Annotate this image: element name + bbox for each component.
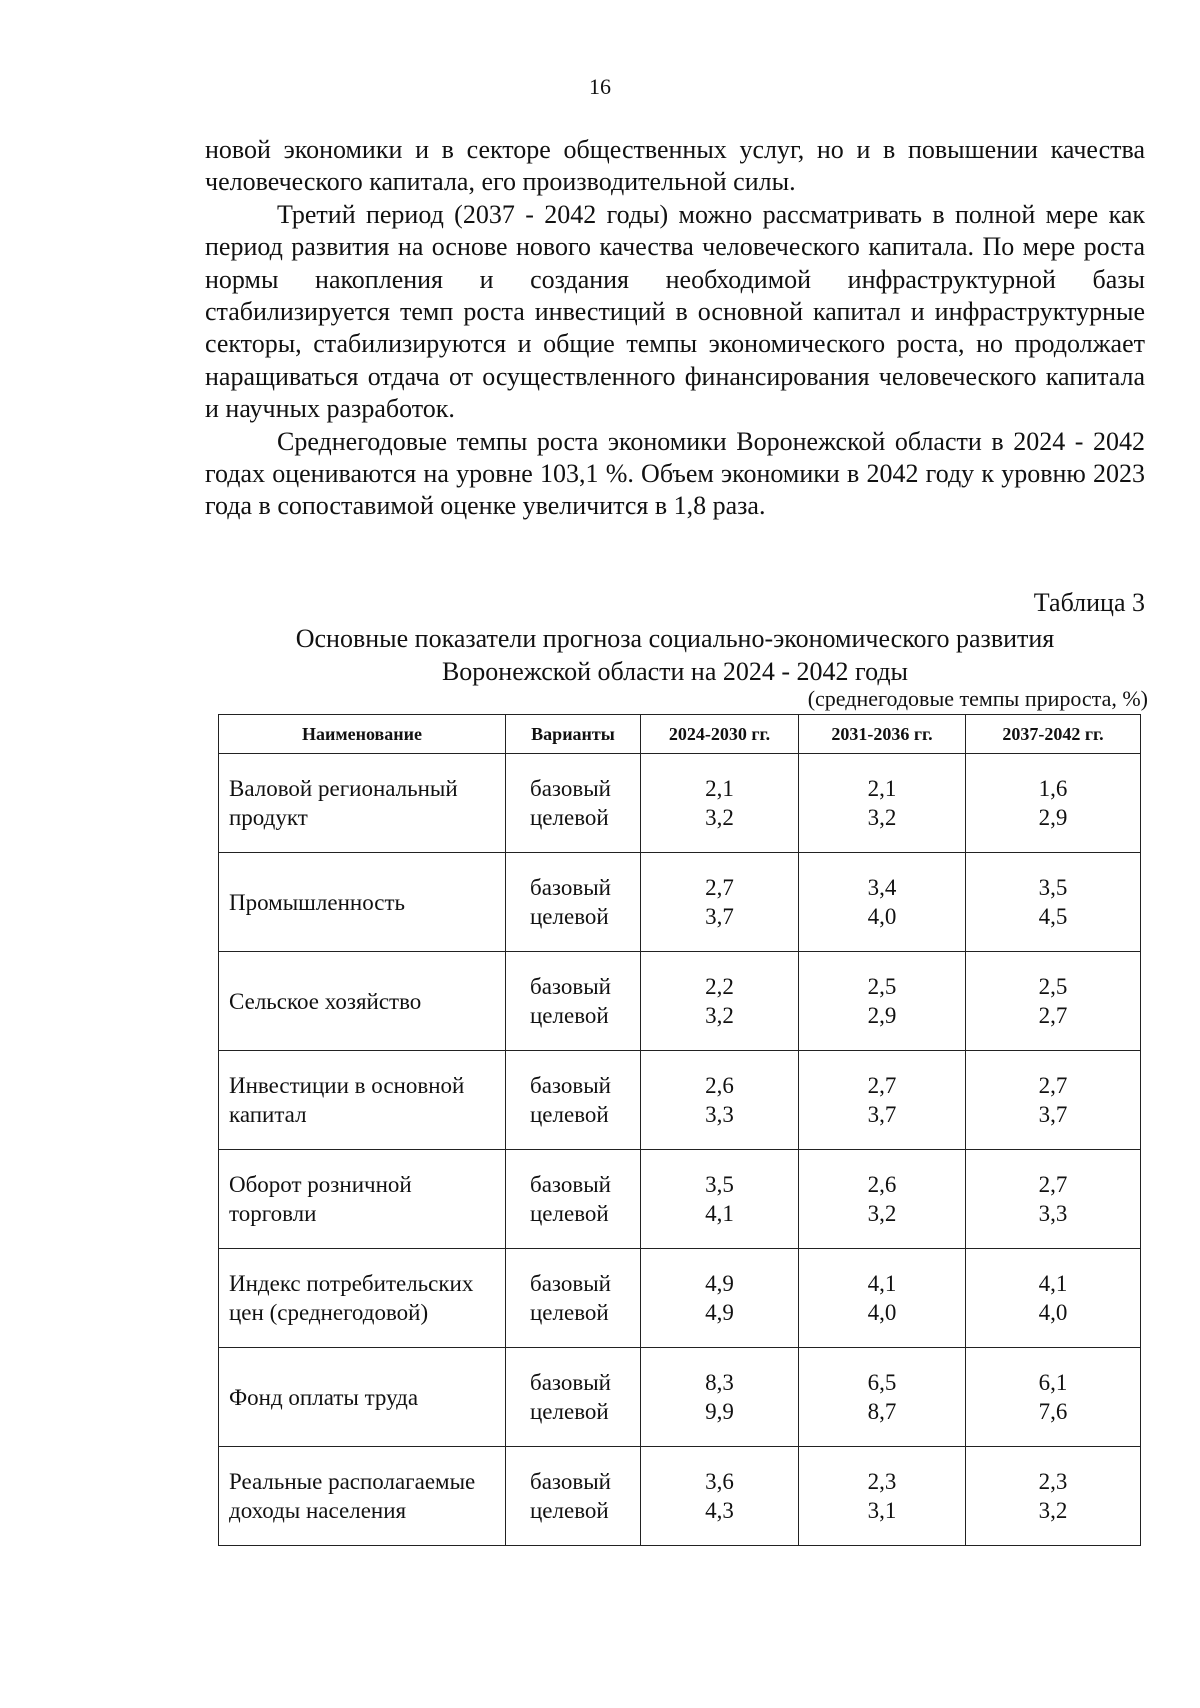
page-number: 16 [589,74,611,99]
variant-target-label: целевой [530,1003,609,1028]
target-value: 2,9 [867,1003,897,1028]
target-value: 3,7 [705,904,734,929]
variant-base-label: базовый [530,1271,611,1296]
target-value: 3,7 [1038,1102,1068,1127]
table-row [219,1051,1141,1150]
value-cell-period-3 [966,952,1141,1051]
value-cell-period-3 [966,1348,1141,1447]
table-header-row [219,715,1141,754]
base-value: 2,1 [867,776,897,801]
value-cell-period-3 [966,1150,1141,1249]
value-cell-period-3 [966,754,1141,853]
indicator-name-line-1: Валовой региональный [229,776,458,801]
value-cell-period-3 [966,1249,1141,1348]
variant-base-label: базовый [530,1172,611,1197]
value-cell-period-2 [799,853,966,952]
base-value: 2,3 [867,1469,897,1494]
value-cell-period-1 [641,853,799,952]
variant-target-label: целевой [530,1399,609,1424]
table-row [219,754,1141,853]
value-cell-period-3 [966,1447,1141,1546]
paragraph-third-period: Третий период (2037 - 2042 годы) можно рассматривать в полной мере как период развития на основе нового качества человеческого капитала. По мере роста нормы накопления и создания необходимой инфраструктурной базы стабилизируется темп роста инвестиций в основной капитал и инфраструктурные секторы, стабилизируются и общие темпы экономического роста, но продолжает наращиваться отдача от осуществленного финансирования человеческого капитала и научных разработок. [205,199,1145,424]
base-value: 1,6 [1038,776,1068,801]
variant-target-label: целевой [530,904,609,929]
target-value: 4,0 [1038,1300,1068,1325]
units-note: (среднегодовые темпы прироста, %) [807,686,1148,711]
target-value: 3,3 [1038,1201,1068,1226]
value-cell-period-1 [641,1348,799,1447]
variant-base-label: базовый [530,776,611,801]
value-cell-period-2 [799,754,966,853]
value-cell-period-1 [641,952,799,1051]
variant-base-label: базовый [530,974,611,999]
table-label: Таблица 3 [1033,588,1145,617]
value-cell-period-1 [641,1249,799,1348]
indicator-name-cell [219,853,506,952]
variants-cell [506,1447,641,1546]
target-value: 9,9 [705,1399,734,1424]
indicator-name-line-1: Фонд оплаты труда [229,1384,419,1410]
target-value: 4,0 [867,904,897,929]
value-cell-period-2 [799,1447,966,1546]
header-period-2037-2042: 2037-2042 гг. [966,715,1141,754]
table-row [219,1348,1141,1447]
header-period-2031-2036: 2031-2036 гг. [799,715,966,754]
base-value: 8,3 [705,1370,734,1395]
target-value: 4,5 [1038,904,1068,929]
variant-target-label: целевой [530,1498,609,1523]
target-value: 4,1 [705,1201,734,1226]
value-cell-period-3 [966,853,1141,952]
header-variants: Варианты [506,715,641,754]
base-value: 2,5 [1038,974,1068,999]
variants-cell [506,1348,641,1447]
indicator-name-cell [219,1447,506,1546]
base-value: 2,3 [1038,1469,1068,1494]
value-cell-period-2 [799,1150,966,1249]
target-value: 3,2 [867,805,897,830]
target-value: 2,9 [1038,805,1068,830]
table-row [219,952,1141,1051]
base-value: 2,6 [705,1073,734,1098]
variants-cell [506,1150,641,1249]
base-value: 3,6 [705,1469,734,1494]
base-value: 2,7 [705,875,734,900]
base-value: 3,5 [705,1172,734,1197]
target-value: 7,6 [1038,1399,1068,1424]
indicator-name-cell [219,1150,506,1249]
indicator-name-cell [219,952,506,1051]
target-value: 4,3 [705,1498,734,1523]
variant-target-label: целевой [530,1102,609,1127]
base-value: 4,9 [705,1271,734,1296]
base-value: 2,1 [705,776,734,801]
indicator-name-line-2: доходы населения [229,1498,407,1523]
base-value: 6,5 [867,1370,897,1395]
variant-target-label: целевой [530,1300,609,1325]
value-cell-period-2 [799,1051,966,1150]
indicator-name-cell [219,1249,506,1348]
variants-cell [506,754,641,853]
target-value: 3,2 [705,805,734,830]
table-row [219,1447,1141,1546]
base-value: 2,6 [867,1172,897,1197]
value-cell-period-2 [799,1249,966,1348]
target-value: 3,2 [867,1201,897,1226]
paragraph-continuation: новой экономики и в секторе общественных услуг, но и в повышении качества человеческого капитала, его производительной силы. [205,135,1145,197]
variants-cell [506,1249,641,1348]
forecast-table [218,714,1141,1546]
value-cell-period-2 [799,952,966,1051]
indicator-name-line-1: Индекс потребительских [229,1271,474,1296]
target-value: 4,9 [705,1300,734,1325]
table-row [219,1150,1141,1249]
variant-base-label: базовый [530,875,611,900]
header-period-2024-2030: 2024-2030 гг. [641,715,799,754]
indicator-name-line-1: Реальные располагаемые [229,1469,476,1494]
table-title-line-1: Основные показатели прогноза социально-экономического развития [295,624,1055,653]
target-value: 3,7 [867,1102,897,1127]
value-cell-period-1 [641,1051,799,1150]
base-value: 2,2 [705,974,734,999]
variants-cell [506,853,641,952]
base-value: 3,4 [867,875,897,900]
table-row [219,853,1141,952]
indicator-name-cell [219,1348,506,1447]
variant-base-label: базовый [530,1073,611,1098]
target-value: 3,3 [705,1102,734,1127]
indicator-name-line-1: Промышленность [229,889,406,915]
base-value: 2,5 [867,974,897,999]
target-value: 3,2 [1038,1498,1068,1523]
variant-base-label: базовый [530,1469,611,1494]
variant-base-label: базовый [530,1370,611,1395]
base-value: 2,7 [867,1073,897,1098]
target-value: 8,7 [867,1399,897,1424]
value-cell-period-2 [799,1348,966,1447]
table-row [219,1249,1141,1348]
value-cell-period-3 [966,1051,1141,1150]
variant-target-label: целевой [530,1201,609,1226]
variants-cell [506,952,641,1051]
value-cell-period-1 [641,1150,799,1249]
table-title-line-2: Воронежской области на 2024 - 2042 годы [441,657,909,686]
variants-cell [506,1051,641,1150]
table-title [205,622,1145,688]
indicator-name-line-2: цен (среднегодовой) [229,1300,429,1325]
target-value: 3,2 [705,1003,734,1028]
indicator-name-cell [219,754,506,853]
indicator-name-line-2: торговли [229,1201,317,1226]
value-cell-period-1 [641,1447,799,1546]
indicator-name-line-2: капитал [229,1102,307,1127]
indicator-name-line-1: Сельское хозяйство [229,988,422,1014]
table-body [219,754,1141,1546]
base-value: 4,1 [867,1271,897,1296]
body-text [205,134,1145,523]
indicator-name-line-2: продукт [229,805,308,830]
header-name: Наименование [219,715,506,754]
target-value: 3,1 [867,1498,897,1523]
value-cell-period-1 [641,754,799,853]
base-value: 4,1 [1038,1271,1068,1296]
indicator-name-cell [219,1051,506,1150]
paragraph-growth-rates: Среднегодовые темпы роста экономики Воронежской области в 2024 - 2042 годах оцениваются на уровне 103,1 %. Объем экономики в 2042 году к уровню 2023 года в сопоставимой оценке увеличится в 1,8 раза. [205,426,1145,521]
base-value: 3,5 [1038,875,1068,900]
indicator-name-line-1: Инвестиции в основной [229,1073,465,1098]
base-value: 6,1 [1038,1370,1068,1395]
base-value: 2,7 [1038,1073,1068,1098]
base-value: 2,7 [1038,1172,1068,1197]
variant-target-label: целевой [530,805,609,830]
target-value: 2,7 [1038,1003,1068,1028]
indicator-name-line-1: Оборот розничной [229,1172,412,1197]
target-value: 4,0 [867,1300,897,1325]
